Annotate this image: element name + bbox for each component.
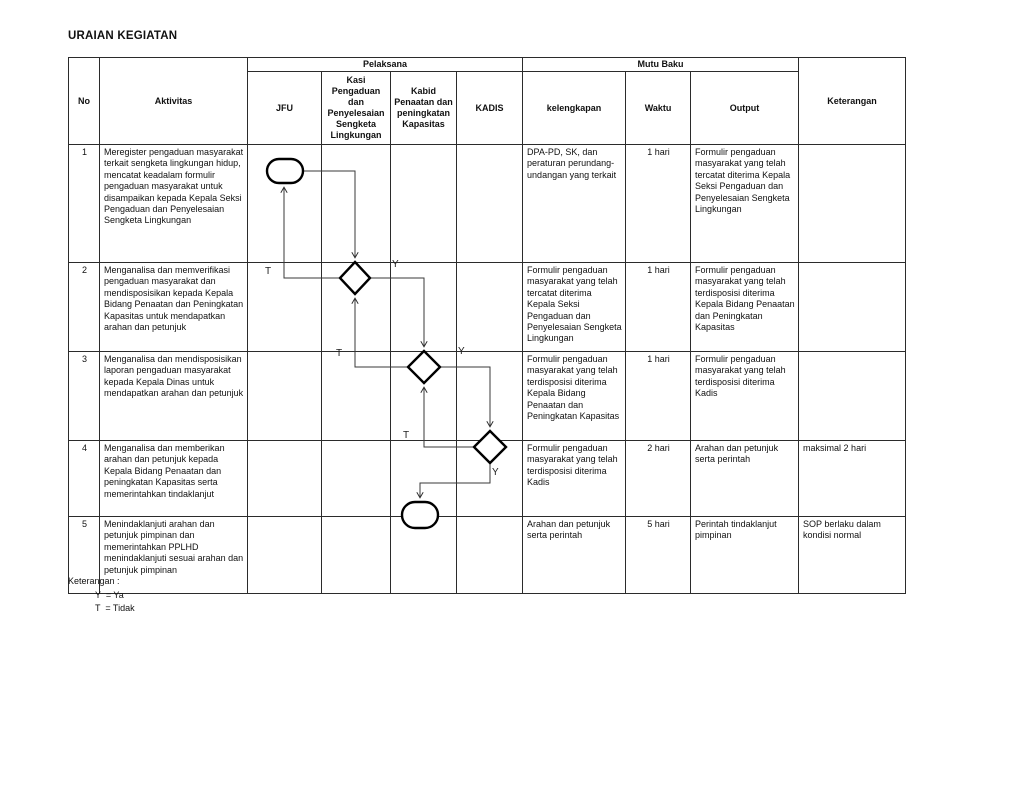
cell-waktu: 5 hari (626, 517, 691, 594)
cell-waktu: 1 hari (626, 263, 691, 352)
flow-cell-jfu (248, 263, 322, 352)
header-row-groups (69, 58, 906, 72)
cell-aktivitas: Menganalisa dan memverifikasi pengaduan masyarakat dan mendisposisikan kepada Kepala Bidang Penaatan dan Peningkatan Kapasitas untuk mendapatkan arahan dan petunjuk (100, 263, 248, 352)
col-header-aktivitas: Aktivitas (100, 58, 248, 145)
col-header-kasi: Kasi Pengaduan dan Penyelesaian Sengketa Lingkungan (322, 72, 391, 145)
legend-title: Keterangan : (68, 576, 120, 586)
cell-kelengkapan: Formulir pengaduan masyarakat yang telah terdisposisi diterima Kadis (523, 441, 626, 517)
cell-kelengkapan: Formulir pengaduan masyarakat yang telah tercatat diterima Kepala Seksi Pengaduan dan Penyelesaian Sengketa Lingkungan (523, 263, 626, 352)
table-row (69, 517, 906, 594)
cell-kelengkapan: Formulir pengaduan masyarakat yang telah terdisposisi diterima Kepala Bidang Penaatan dan Peningkatan Kapasitas (523, 352, 626, 441)
cell-output: Perintah tindaklanjut pimpinan (691, 517, 799, 594)
cell-output: Formulir pengaduan masyarakat yang telah tercatat diterima Kepala Seksi Pengaduan dan Penyelesaian Sengketa Lingkungan (691, 145, 799, 263)
flow-cell-kasi (322, 352, 391, 441)
col-header-kelengkapan: kelengkapan (523, 72, 626, 145)
cell-aktivitas: Menindaklanjuti arahan dan petunjuk pimpinan dan memerintahkan PPLHD menindaklanjuti sesuai arahan dan petunjuk pimpinan (100, 517, 248, 594)
legend-item-tidak: T = Tidak (95, 603, 135, 613)
col-header-mutu-baku: Mutu Baku (523, 58, 799, 72)
flow-cell-kasi (322, 145, 391, 263)
flow-cell-kasi (322, 263, 391, 352)
cell-no: 4 (69, 441, 100, 517)
cell-aktivitas: Meregister pengaduan masyarakat terkait sengketa lingkungan hidup, mencatat keadalam formulir pengaduan masyarakat untuk disampaikan kepada Kepala Seksi Pengaduan dan Penyelesaian Sengketa Lingkungan (100, 145, 248, 263)
legend-item-ya: Y = Ya (95, 589, 124, 600)
cell-keterangan: SOP berlaku dalam kondisi normal (799, 517, 906, 594)
cell-waktu: 2 hari (626, 441, 691, 517)
cell-keterangan (799, 145, 906, 263)
flow-cell-kabid (391, 517, 457, 594)
cell-aktivitas: Menganalisa dan mendisposisikan laporan pengaduan masyarakat kepada Kepala Dinas untuk mendapatkan arahan dan petunjuk (100, 352, 248, 441)
col-header-keterangan: Keterangan (799, 58, 906, 145)
flow-cell-kasi (322, 441, 391, 517)
cell-kelengkapan: DPA-PD, SK, dan peraturan perundang-undangan yang terkait (523, 145, 626, 263)
decision-3-yes-label: Y (492, 467, 499, 478)
cell-keterangan: maksimal 2 hari (799, 441, 906, 517)
sop-table (68, 57, 906, 594)
cell-output: Arahan dan petunjuk serta perintah (691, 441, 799, 517)
flow-cell-kadis (457, 441, 523, 517)
col-header-kabid: Kabid Penaatan dan peningkatan Kapasitas (391, 72, 457, 145)
flow-cell-jfu (248, 517, 322, 594)
flow-cell-kadis (457, 517, 523, 594)
table-row (69, 352, 906, 441)
col-header-waktu: Waktu (626, 72, 691, 145)
cell-no: 3 (69, 352, 100, 441)
col-header-kadis: KADIS (457, 72, 523, 145)
legend (68, 575, 135, 616)
cell-keterangan (799, 263, 906, 352)
table-row (69, 263, 906, 352)
flow-cell-kabid (391, 352, 457, 441)
flow-cell-kabid (391, 145, 457, 263)
col-header-output: Output (691, 72, 799, 145)
flow-cell-jfu (248, 352, 322, 441)
flow-cell-jfu (248, 441, 322, 517)
col-header-no: No (69, 58, 100, 145)
cell-keterangan (799, 352, 906, 441)
cell-output: Formulir pengaduan masyarakat yang telah terdisposisi diterima Kadis (691, 352, 799, 441)
decision-1-yes-label: Y (392, 259, 399, 270)
flow-cell-kasi (322, 517, 391, 594)
cell-kelengkapan: Arahan dan petunjuk serta perintah (523, 517, 626, 594)
table-row (69, 145, 906, 263)
cell-no: 5 (69, 517, 100, 594)
cell-waktu: 1 hari (626, 145, 691, 263)
flow-cell-kadis (457, 145, 523, 263)
cell-waktu: 1 hari (626, 352, 691, 441)
decision-2-yes-label: Y (458, 346, 465, 357)
cell-no: 1 (69, 145, 100, 263)
flow-cell-jfu (248, 145, 322, 263)
col-header-pelaksana: Pelaksana (248, 58, 523, 72)
flow-cell-kadis (457, 352, 523, 441)
page-title: URAIAN KEGIATAN (68, 30, 178, 42)
flow-cell-kabid (391, 441, 457, 517)
flow-cell-kabid (391, 263, 457, 352)
decision-3-no-label: T (403, 430, 410, 441)
cell-aktivitas: Menganalisa dan memberikan arahan dan petunjuk kepada Kepala Bidang Penaatan dan peningkatan Kapasitas serta memerintahkan tindaklanjut (100, 441, 248, 517)
col-header-jfu: JFU (248, 72, 322, 145)
table-row (69, 441, 906, 517)
flow-cell-kadis (457, 263, 523, 352)
decision-1-no-label: T (265, 266, 272, 277)
cell-no: 2 (69, 263, 100, 352)
cell-output: Formulir pengaduan masyarakat yang telah terdisposisi diterima Kepala Bidang Penaatan dan Peningkatan Kapasitas (691, 263, 799, 352)
decision-2-no-label: T (336, 348, 343, 359)
